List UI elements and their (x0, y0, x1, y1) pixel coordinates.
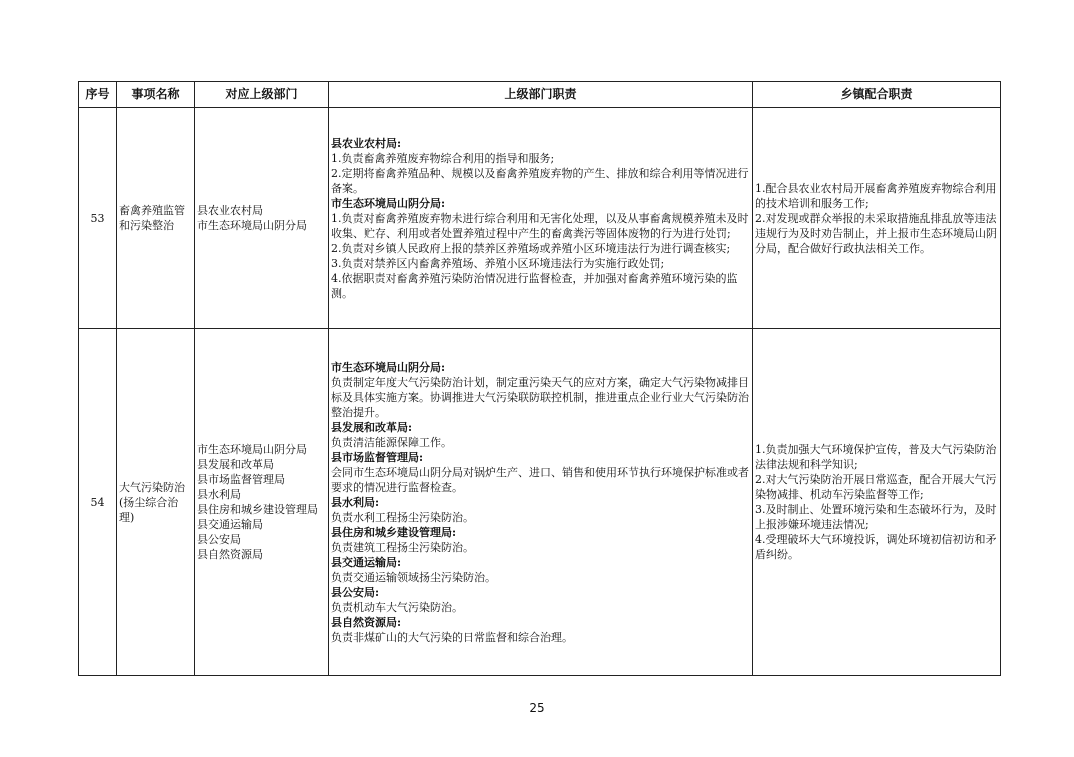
header-no: 序号 (79, 82, 117, 108)
duty-dept-heading: 县自然资源局: (331, 615, 402, 629)
dept-line: 县交通运输局 (197, 518, 263, 531)
duty-item: 1.负责畜禽养殖废弃物综合利用的指导和服务; (331, 151, 555, 165)
duty-item: 负责水利工程扬尘污染防治。 (331, 510, 474, 524)
dept-line: 市生态环境局山阴分局 (197, 443, 307, 456)
duty-item: 负责建筑工程扬尘污染防治。 (331, 540, 474, 554)
header-superior-duty: 上级部门职责 (329, 82, 753, 108)
duty-item: 负责交通运输领域扬尘污染防治。 (331, 570, 496, 584)
row-number: 53 (79, 108, 117, 329)
town-duty-item: 1.配合县农业农村局开展畜禽养殖废弃物综合利用的技术培训和服务工作; (755, 181, 997, 210)
duty-item: 1.负责对畜禽养殖废弃物未进行综合利用和无害化处理，以及从事畜禽规模养殖未及时收集、贮存、利用或者处置养殖过程中产生的畜禽粪污等固体废物的行为进行处罚; (331, 211, 749, 240)
superior-duties (329, 329, 753, 676)
superior-depts (195, 108, 329, 329)
duty-dept-heading: 县农业农村局: (331, 136, 402, 150)
dept-line: 县公安局 (197, 533, 241, 546)
dept-line: 县水利局 (197, 488, 241, 501)
duty-item: 负责机动车大气污染防治。 (331, 600, 463, 614)
table-row (79, 329, 1001, 676)
town-duties (753, 108, 1001, 329)
duty-item: 负责清洁能源保障工作。 (331, 435, 452, 449)
duty-item: 2.定期将畜禽养殖品种、规模以及畜禽养殖废弃物的产生、排放和综合利用等情况进行备案。 (331, 166, 749, 195)
town-duty-item: 1.负责加强大气环境保护宣传，普及大气污染防治法律法规和科学知识; (755, 443, 997, 471)
row-number: 54 (79, 329, 117, 676)
duty-dept-heading: 县公安局: (331, 585, 380, 599)
duty-dept-heading: 市生态环境局山阴分局: (331, 360, 446, 374)
town-duty-item: 2.对发现或群众举报的未采取措施乱排乱放等违法违规行为及时劝告制止，并上报市生态环境局山阴分局，配合做好行政执法相关工作。 (755, 211, 997, 255)
duty-dept-heading: 县交通运输局: (331, 555, 402, 569)
dept-line: 县发展和改革局 (197, 458, 274, 471)
dept-line: 市生态环境局山阴分局 (197, 219, 307, 232)
duty-dept-heading: 县市场监督管理局: (331, 450, 424, 464)
town-duty-item: 4.受理破坏大气环境投诉，调处环境初信初访和矛盾纠纷。 (755, 533, 997, 561)
table-row (79, 108, 1001, 329)
header-superior-dept: 对应上级部门 (195, 82, 329, 108)
duty-item: 负责制定年度大气污染防治计划，制定重污染天气的应对方案，确定大气污染物减排目标及具体实施方案。协调推进大气污染联防联控机制，推进重点企业行业大气污染防治整治提升。 (331, 375, 749, 419)
duty-item: 2.负责对乡镇人民政府上报的禁养区养殖场或养殖小区环境违法行为进行调查核实; (331, 241, 731, 255)
header-row (79, 82, 1001, 108)
town-duty-item: 2.对大气污染防治开展日常巡查，配合开展大气污染物减排、机动车污染监督等工作; (755, 473, 997, 501)
duty-dept-heading: 市生态环境局山阴分局: (331, 196, 446, 210)
item-name: 大气污染防治(扬尘综合治理) (117, 329, 195, 676)
page-number: 25 (529, 701, 545, 715)
dept-line: 县自然资源局 (197, 548, 263, 561)
duty-item: 会同市生态环境局山阴分局对锅炉生产、进口、销售和使用环节执行环境保护标准或者要求的情况进行监督检查。 (331, 465, 749, 494)
duty-item: 4.依据职责对畜禽养殖污染防治情况进行监督检查，并加强对畜禽养殖环境污染的监测。 (331, 271, 738, 300)
town-duties (753, 329, 1001, 676)
item-name: 畜禽养殖监管和污染整治 (117, 108, 195, 329)
duty-dept-heading: 县发展和改革局: (331, 420, 413, 434)
duty-dept-heading: 县水利局: (331, 495, 380, 509)
duty-dept-heading: 县住房和城乡建设管理局: (331, 525, 457, 539)
superior-duties (329, 108, 753, 329)
town-duty-item: 3.及时制止、处置环境污染和生态破坏行为，及时上报涉嫌环境违法情况; (755, 503, 997, 531)
duty-item: 负责非煤矿山的大气污染的日常监督和综合治理。 (331, 630, 573, 644)
dept-line: 县住房和城乡建设管理局 (197, 503, 318, 516)
duty-table (78, 81, 1001, 676)
superior-depts (195, 329, 329, 676)
dept-line: 县农业农村局 (197, 204, 263, 217)
header-item-name: 事项名称 (117, 82, 195, 108)
header-town-duty: 乡镇配合职责 (753, 82, 1001, 108)
duty-item: 3.负责对禁养区内畜禽养殖场、养殖小区环境违法行为实施行政处罚; (331, 256, 665, 270)
dept-line: 县市场监督管理局 (197, 473, 285, 486)
